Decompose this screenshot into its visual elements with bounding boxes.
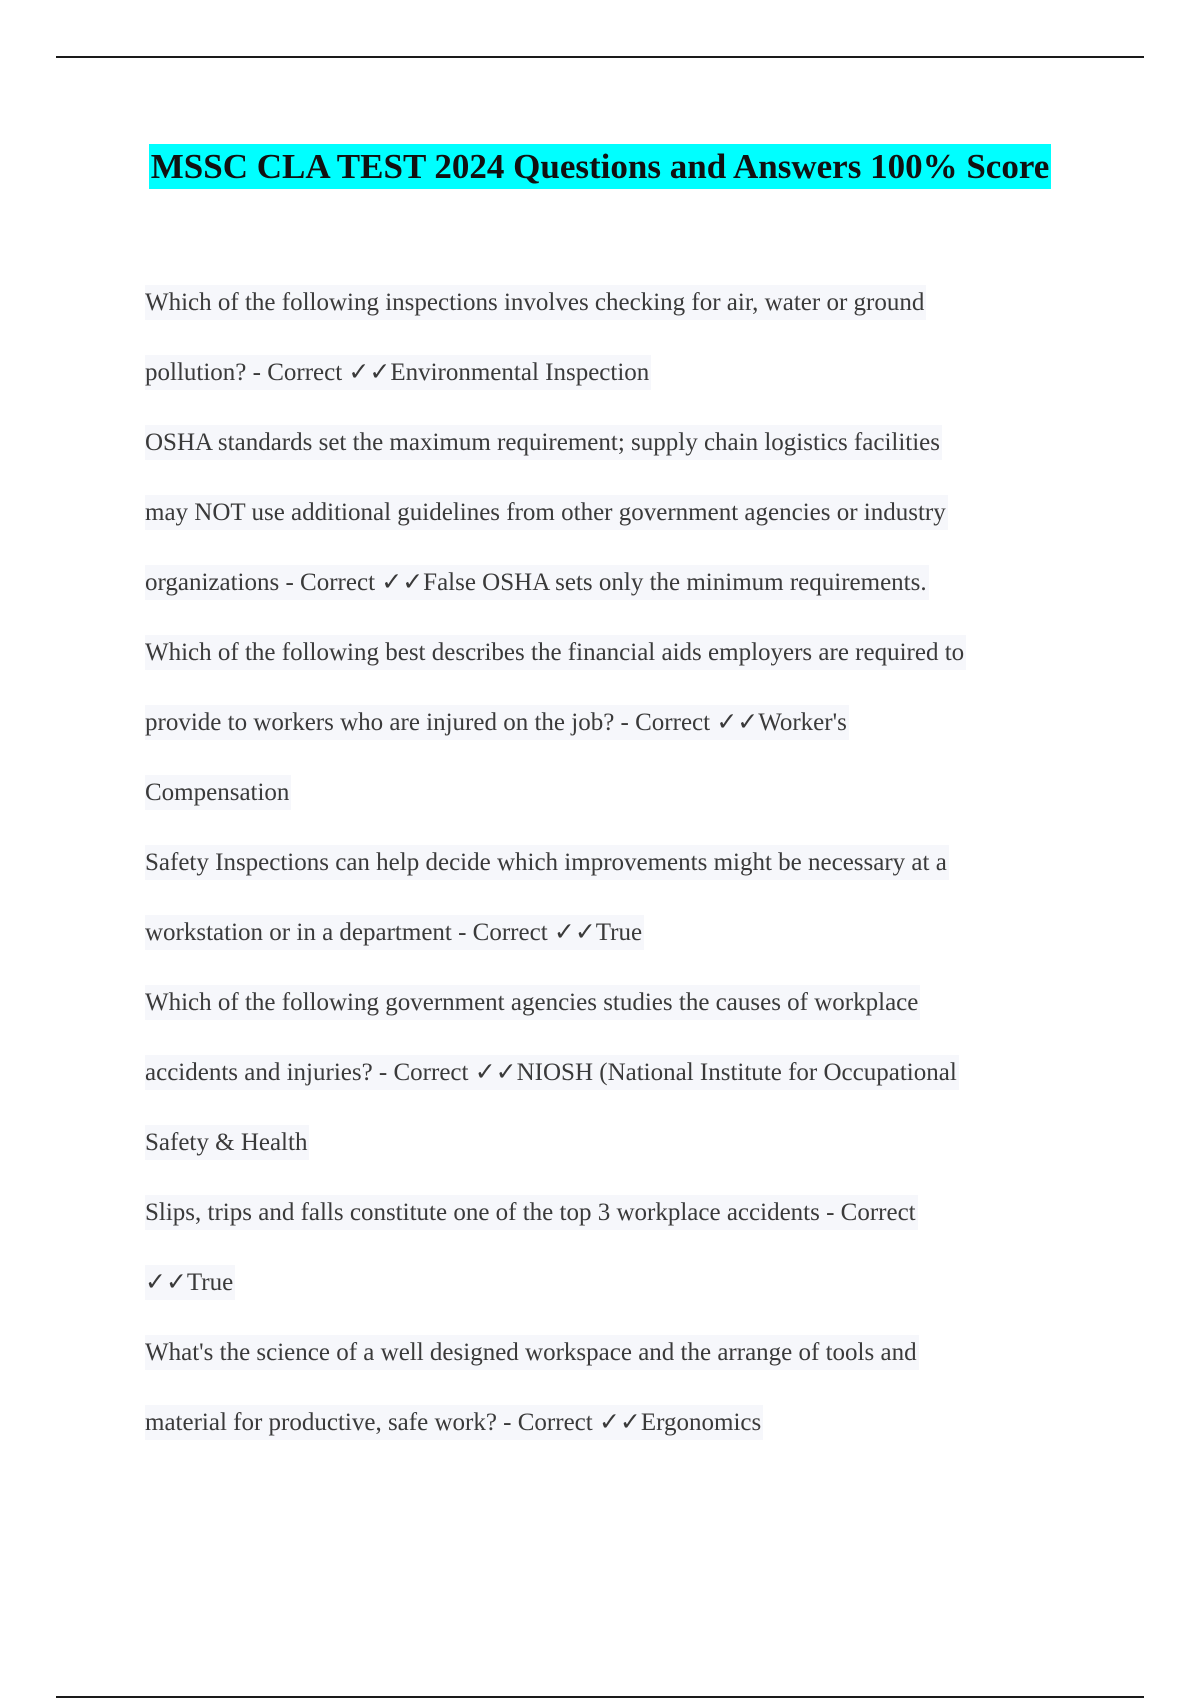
qa-line: [145, 1388, 1085, 1458]
qa-line: [145, 1248, 1085, 1318]
qa-item: [145, 618, 1085, 828]
qa-line: [145, 618, 1085, 688]
qa-item: [145, 408, 1085, 618]
qa-line-text: Safety & Health: [145, 1125, 309, 1160]
qa-line: [145, 898, 1085, 968]
qa-line: [145, 828, 1085, 898]
qa-line: [145, 688, 1085, 758]
qa-line: [145, 478, 1085, 548]
qa-line: [145, 408, 1085, 478]
top-rule: [56, 56, 1144, 58]
qa-line-text: organizations - Correct ✓✓False OSHA sets only the minimum requirements.: [145, 565, 929, 600]
qa-item: [145, 1178, 1085, 1318]
qa-line: [145, 1318, 1085, 1388]
qa-line: [145, 758, 1085, 828]
qa-line: [145, 548, 1085, 618]
qa-line-text: may NOT use additional guidelines from other government agencies or industry: [145, 495, 948, 530]
qa-line: [145, 1108, 1085, 1178]
qa-line-text: ✓✓True: [145, 1265, 235, 1300]
qa-line: [145, 268, 1085, 338]
qa-line-text: Which of the following inspections involves checking for air, water or ground: [145, 285, 926, 320]
qa-line-text: Safety Inspections can help decide which improvements might be necessary at a: [145, 845, 949, 880]
title-container: [0, 144, 1200, 189]
qa-line: [145, 338, 1085, 408]
qa-line-text: Which of the following government agencies studies the causes of workplace: [145, 985, 920, 1020]
qa-item: [145, 968, 1085, 1178]
qa-line-text: OSHA standards set the maximum requirement; supply chain logistics facilities: [145, 425, 942, 460]
qa-line-text: Which of the following best describes the financial aids employers are required to: [145, 635, 966, 670]
qa-line-text: provide to workers who are injured on the job? - Correct ✓✓Worker's: [145, 705, 849, 740]
qa-line-text: What's the science of a well designed workspace and the arrange of tools and: [145, 1335, 919, 1370]
qa-list: [145, 268, 1085, 1458]
qa-line: [145, 1178, 1085, 1248]
qa-line-text: accidents and injuries? - Correct ✓✓NIOSH (National Institute for Occupational: [145, 1055, 959, 1090]
qa-line-text: material for productive, safe work? - Correct ✓✓Ergonomics: [145, 1405, 763, 1440]
qa-line-text: pollution? - Correct ✓✓Environmental Inspection: [145, 355, 651, 390]
qa-line-text: Compensation: [145, 775, 291, 810]
qa-line: [145, 968, 1085, 1038]
document-title: MSSC CLA TEST 2024 Questions and Answers 100% Score: [149, 144, 1052, 189]
qa-line-text: workstation or in a department - Correct ✓✓True: [145, 915, 644, 950]
qa-item: [145, 268, 1085, 408]
qa-item: [145, 828, 1085, 968]
bottom-rule: [56, 1696, 1144, 1698]
qa-line-text: Slips, trips and falls constitute one of the top 3 workplace accidents - Correct: [145, 1195, 918, 1230]
qa-line: [145, 1038, 1085, 1108]
qa-item: [145, 1318, 1085, 1458]
